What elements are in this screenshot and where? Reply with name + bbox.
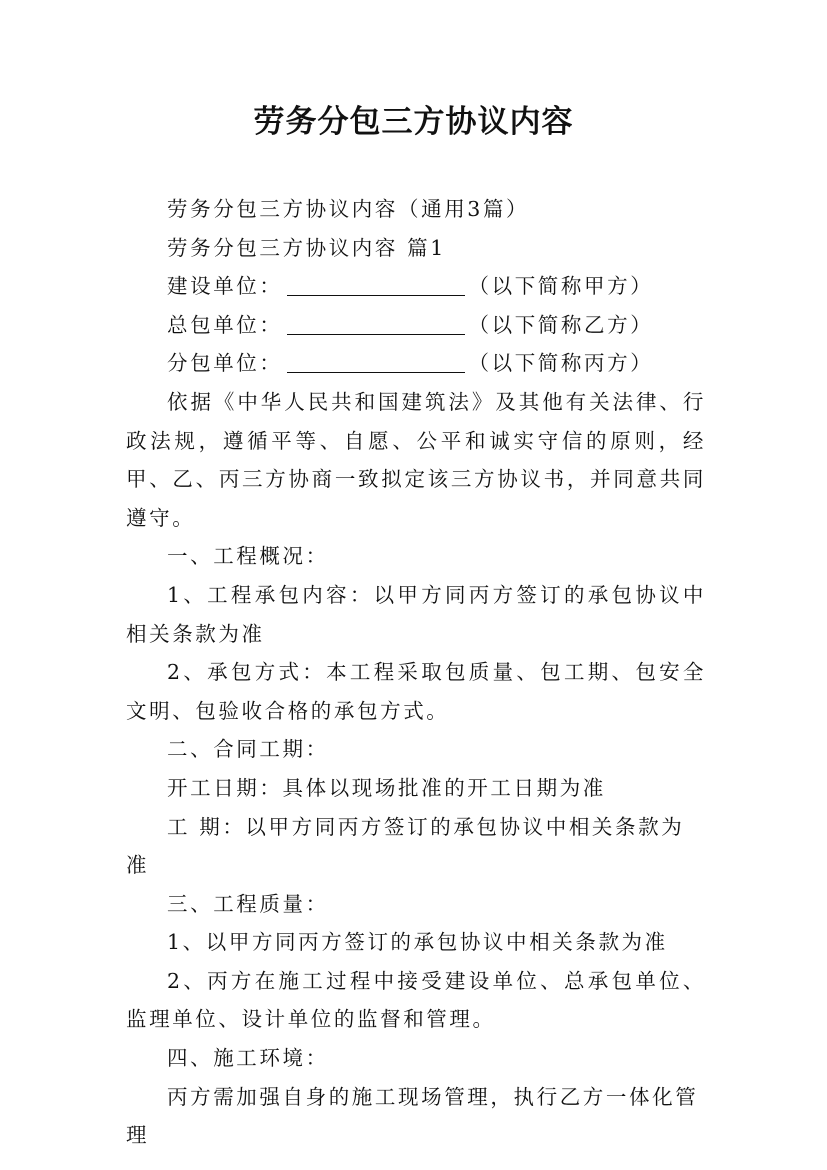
document-body (126, 190, 706, 1155)
party-field-general-contractor (126, 306, 706, 345)
heading-environment: 四、施工环境： (167, 1046, 329, 1071)
paragraph-contract-method: 2、承包方式：本工程采取包质量、包工期、包安全文明、包验收合格的承包方式。 (126, 660, 706, 723)
party-label: 总包单位： (167, 312, 283, 337)
section-heading: 劳务分包三方协议内容 篇1 (167, 235, 446, 260)
heading-quality: 三、工程质量： (167, 891, 329, 916)
document-title: 劳务分包三方协议内容 (253, 104, 574, 140)
paragraph-quality-2: 2、丙方在施工过程中接受建设单位、总承包单位、监理单位、设计单位的监督和管理。 (126, 968, 706, 1032)
heading-project-overview: 一、工程概况： (167, 544, 329, 569)
paragraph-basis: 依据《中华人民共和国建筑法》及其他有关法律、行政法规，遵循平等、自愿、公平和诚实守信的原则，经甲、乙、丙三方协商一致拟定该三方协议书，并同意共同遵守。 (126, 389, 706, 530)
paragraph-duration: 工 期：以甲方同丙方签订的承包协议中相关条款为准 (126, 814, 685, 878)
party-suffix: （以下简称丙方） (468, 351, 654, 376)
party-label: 分包单位： (167, 351, 283, 376)
blank-line (287, 273, 465, 296)
paragraph-start-date: 开工日期：具体以现场批准的开工日期为准 (167, 775, 606, 800)
blank-line (287, 312, 465, 335)
party-suffix: （以下简称乙方） (468, 312, 654, 337)
paragraph-environment: 丙方需加强自身的施工现场管理，执行乙方一体化管理 (126, 1084, 699, 1148)
heading-contract-period: 二、合同工期： (167, 737, 329, 762)
party-field-construction (126, 267, 706, 306)
party-field-subcontractor (126, 344, 706, 383)
document-subtitle: 劳务分包三方协议内容（通用3篇） (167, 197, 530, 221)
blank-line (287, 350, 465, 373)
party-suffix: （以下简称甲方） (468, 274, 654, 299)
party-label: 建设单位： (167, 274, 283, 299)
paragraph-scope: 1、工程承包内容：以甲方同丙方签订的承包协议中相关条款为准 (126, 582, 706, 646)
paragraph-quality-1: 1、以甲方同丙方签订的承包协议中相关条款为准 (167, 930, 668, 955)
